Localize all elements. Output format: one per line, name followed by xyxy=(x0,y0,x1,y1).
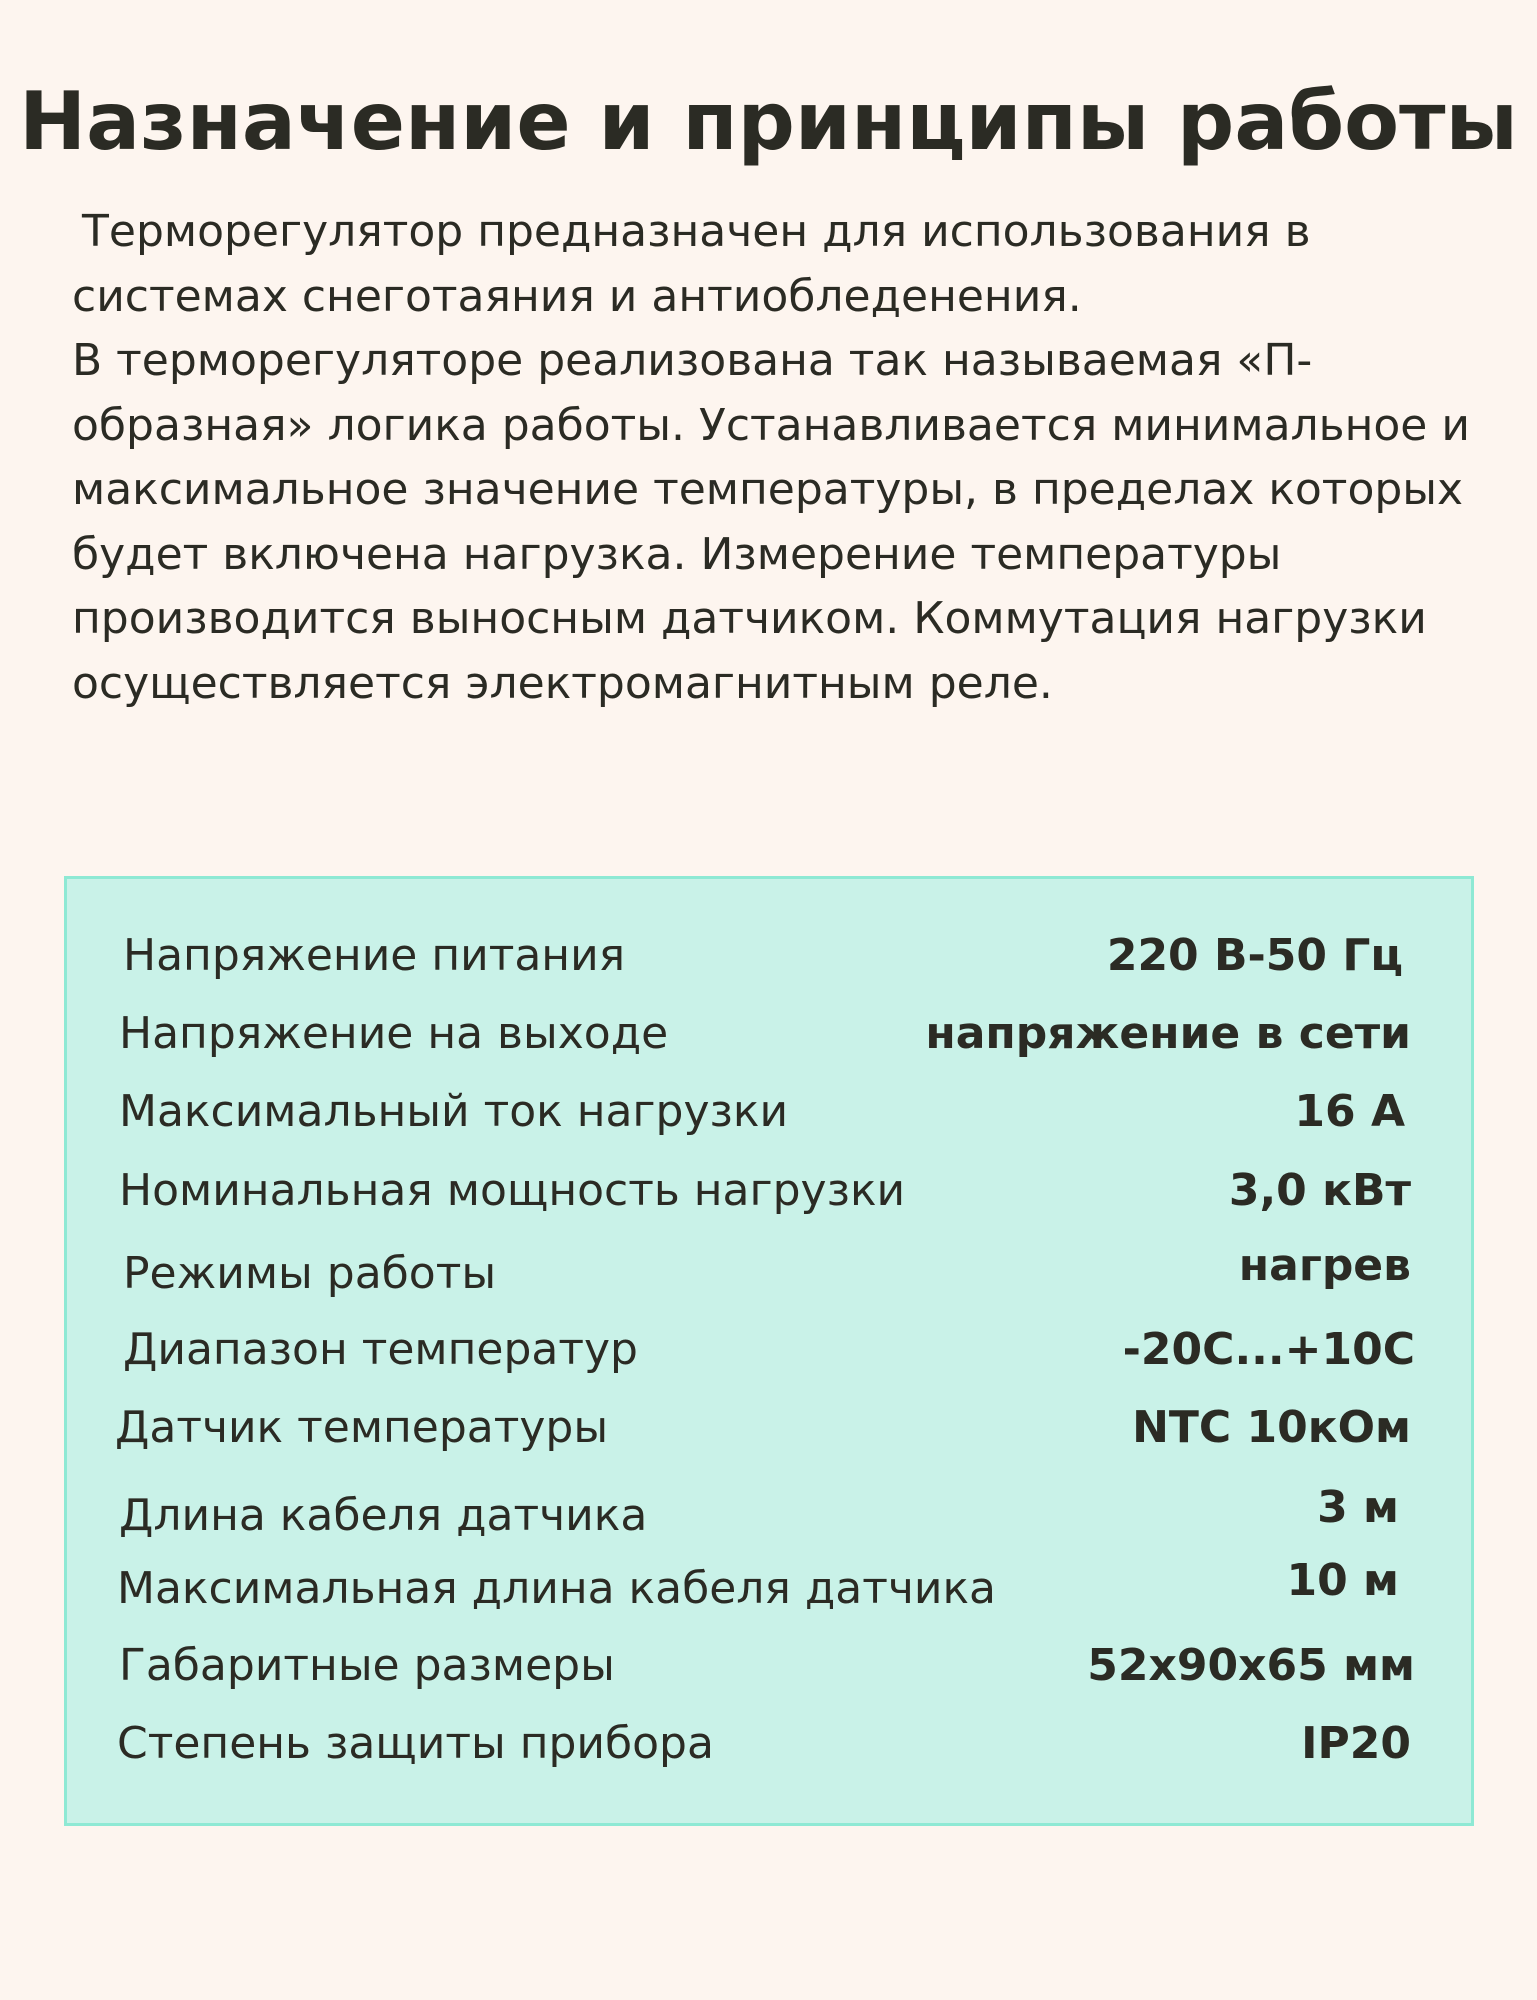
spec-row xyxy=(115,1393,1411,1463)
intro-text xyxy=(72,200,1492,716)
intro-paragraph-1: Терморегулятор предназначен для использования в системах снеготаяния и антиобледенения. xyxy=(72,206,1311,322)
spec-row xyxy=(119,999,1411,1069)
spec-value: NTC 10кОм xyxy=(1132,1402,1411,1453)
spec-row xyxy=(119,1077,1411,1147)
spec-value: -20С...+10С xyxy=(1122,1324,1415,1375)
spec-value: 52x90x65 мм xyxy=(1087,1640,1415,1691)
spec-label: Напряжение питания xyxy=(123,930,626,981)
spec-label: Максимальный ток нагрузки xyxy=(119,1086,789,1137)
spec-label: Степень защиты прибора xyxy=(117,1718,714,1769)
spec-row xyxy=(119,1709,1411,1779)
spec-label: Длина кабеля датчика xyxy=(119,1490,648,1541)
spec-row xyxy=(119,1473,1411,1543)
spec-label: Номинальная мощность нагрузки xyxy=(119,1165,906,1216)
spec-value: напряжение в сети xyxy=(925,1008,1411,1059)
spec-label: Датчик температуры xyxy=(115,1402,609,1453)
spec-label: Максимальная длина кабеля датчика xyxy=(117,1563,997,1614)
spec-label: Режимы работы xyxy=(123,1248,497,1299)
page-title: Назначение и принципы работы xyxy=(19,75,1518,168)
spec-row xyxy=(119,1231,1411,1301)
spec-row xyxy=(119,921,1411,991)
spec-value: 16 А xyxy=(1294,1086,1405,1137)
spec-value: 10 м xyxy=(1286,1555,1399,1606)
spec-label: Габаритные размеры xyxy=(119,1640,615,1691)
specifications-table xyxy=(64,876,1474,1826)
spec-value: 220 В-50 Гц xyxy=(1106,930,1403,981)
spec-row xyxy=(119,1156,1411,1226)
spec-label: Диапазон температур xyxy=(123,1324,638,1375)
spec-row xyxy=(119,1315,1415,1385)
spec-value: нагрев xyxy=(1238,1240,1411,1291)
spec-value: IP20 xyxy=(1301,1718,1411,1769)
spec-value: 3,0 кВт xyxy=(1228,1165,1411,1216)
spec-row xyxy=(119,1631,1415,1701)
intro-paragraph-2: В терморегуляторе реализована так называемая «П-образная» логика работы. Устанавливается минимальное и максимальное значение температуры, в пределах которых будет включена нагрузка. Измерение температуры производится выносным датчиком. Коммутация нагрузки осуществляется электромагнитным реле. xyxy=(72,335,1470,709)
spec-label: Напряжение на выходе xyxy=(119,1008,669,1059)
spec-value: 3 м xyxy=(1317,1482,1399,1533)
spec-row xyxy=(119,1546,1411,1616)
